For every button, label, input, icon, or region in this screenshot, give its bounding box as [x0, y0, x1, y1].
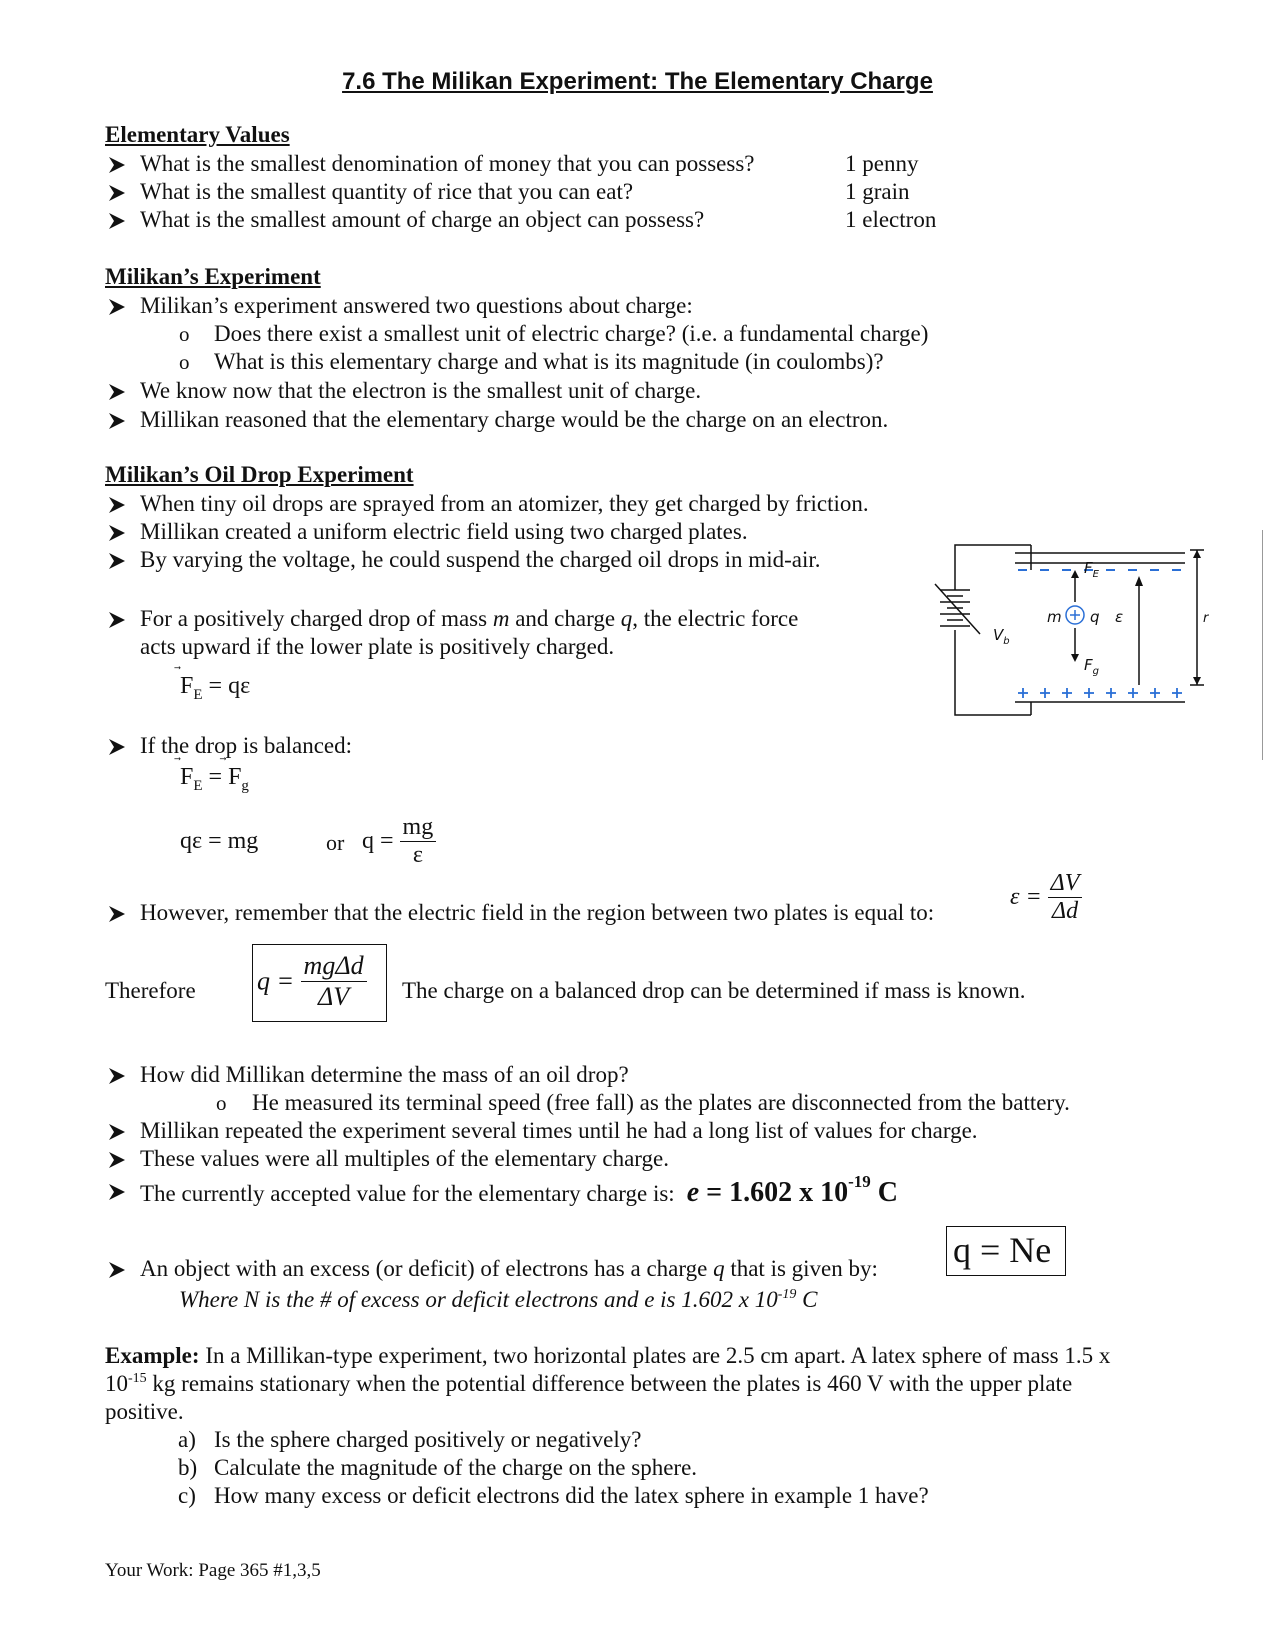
arrow-bullet-icon [109, 612, 125, 628]
label-q: q [1090, 608, 1100, 626]
label-m: m [1047, 608, 1062, 626]
answer-text: 1 electron [845, 207, 937, 232]
example-part-letter: a) [178, 1427, 196, 1452]
arrow-bullet-icon [109, 299, 125, 315]
oil-drop-apparatus-diagram [915, 530, 1215, 760]
list-item: Milikan’s experiment answered two questions about charge: [140, 293, 693, 318]
list-item: Millikan repeated the experiment several times until he had a long list of values for charge. [140, 1118, 978, 1143]
arrow-bullet-icon [109, 185, 125, 201]
margin-rule [1262, 530, 1263, 760]
equation-qe-mg: qε = mg [180, 828, 259, 854]
arrow-bullet-icon [109, 157, 125, 173]
example-part-text: How many excess or deficit electrons did the latex sphere in example 1 have? [214, 1483, 929, 1508]
list-item: By varying the voltage, he could suspend the charged oil drops in mid-air. [140, 547, 821, 572]
accepted-value-line: The currently accepted value for the elementary charge is: e = 1.602 x $10^{-19}$ C [140, 1172, 899, 1208]
equation-q-mg-over-eps: q = $\frac{mg}{\varepsilon}$ [362, 814, 436, 869]
answer-text: 1 grain [845, 179, 910, 204]
sub-list-item: He measured its terminal speed (free fall) as the plates are disconnected from the battery. [252, 1090, 1070, 1115]
arrow-bullet-icon [109, 1068, 125, 1084]
arrow-bullet-icon [109, 525, 125, 541]
question-text: What is the smallest amount of charge an object can possess? [140, 207, 705, 232]
list-item: These values were all multiples of the elementary charge. [140, 1146, 669, 1171]
label-fg: $F_g$ [1084, 656, 1099, 677]
arrow-bullet-icon [109, 553, 125, 569]
section-heading-elementary-values: Elementary Values [105, 122, 290, 147]
sub-list-item: What is this elementary charge and what is its magnitude (in coulombs)? [214, 349, 884, 374]
arrow-bullet-icon [109, 1262, 125, 1278]
list-item-balanced: If the drop is balanced: [140, 733, 353, 758]
arrow-bullet-icon [109, 1152, 125, 1168]
excess-note: Where N is the # of excess or deficit electrons and e is 1.602 x $10^{-19}$ C [179, 1287, 818, 1312]
list-item: We know now that the electron is the smallest unit of charge. [140, 378, 702, 403]
sub-list-item: Does there exist a smallest unit of electric charge? (i.e. a fundamental charge) [214, 321, 929, 346]
example-line-3: positive. [105, 1399, 184, 1424]
arrow-bullet-icon [109, 1184, 125, 1200]
label-eps: ε [1115, 608, 1124, 626]
section-heading-oil-drop: Milikan’s Oil Drop Experiment [105, 462, 414, 487]
arrow-bullet-icon [109, 739, 125, 755]
list-item-force-cont: acts upward if the lower plate is positively charged. [140, 634, 615, 659]
example-part-text: Calculate the magnitude of the charge on the sphere. [214, 1455, 698, 1480]
arrow-bullet-icon [109, 906, 125, 922]
equation-fe-fg: $F_E$ = $F_g$ [180, 764, 249, 794]
circle-bullet-icon: o [179, 350, 190, 374]
field-text: However, remember that the electric field in the region between two plates is equal to: [140, 900, 935, 925]
example-part-text: Is the sphere charged positively or negatively? [214, 1427, 642, 1452]
arrow-bullet-icon [109, 497, 125, 513]
question-text: What is the smallest denomination of money that you can possess? [140, 151, 755, 176]
equation-field: ε = $\frac{\Delta V}{\Delta d}$ [1010, 870, 1082, 925]
excess-text: An object with an excess (or deficit) of electrons has a charge q that is given by: [140, 1256, 878, 1281]
list-item: Millikan reasoned that the elementary charge would be the charge on an electron. [140, 407, 889, 432]
boxed-note: The charge on a balanced drop can be determined if mass is known. [402, 978, 1026, 1003]
section-heading-milikan-experiment: Milikan’s Experiment [105, 264, 321, 289]
label-r: r [1203, 611, 1209, 626]
arrow-bullet-icon [109, 1124, 125, 1140]
example-part-letter: b) [178, 1455, 198, 1480]
example-line-1: Example: In a Millikan-type experiment, two horizontal plates are 2.5 cm apart. A latex sphere of mass 1.5 x [105, 1343, 1111, 1368]
boxed-q-ne: q = Ne [946, 1226, 1066, 1276]
circle-bullet-icon: o [179, 322, 190, 346]
page-title: 7.6 The Milikan Experiment: The Elementary Charge [342, 68, 933, 95]
boxed-equation: q = $\frac{\text{mgΔd}}{\Delta V}$ [252, 944, 387, 1022]
list-item-force: For a positively charged drop of mass m and charge q, the electric force [140, 606, 799, 631]
label-fe: $F_E$ [1084, 559, 1099, 580]
example-part-letter: c) [178, 1483, 196, 1508]
example-line-2: $10^{-15}$ kg remains stationary when the potential difference between the plates is 460 V with the upper plate [105, 1371, 1073, 1396]
equation-or: or [326, 830, 345, 855]
label-vb: $V_b$ [993, 626, 1010, 647]
answer-text: 1 penny [845, 151, 919, 176]
list-item: How did Millikan determine the mass of an oil drop? [140, 1062, 629, 1087]
equation-fe-qe: $F_E = q\varepsilon$ [180, 673, 251, 703]
therefore-label: Therefore [105, 978, 196, 1003]
your-work-footer: Your Work: Page 365 #1,3,5 [105, 1560, 321, 1581]
list-item: Millikan created a uniform electric field using two charged plates. [140, 519, 748, 544]
arrow-bullet-icon [109, 413, 125, 429]
circle-bullet-icon: o [216, 1091, 227, 1115]
arrow-bullet-icon [109, 384, 125, 400]
arrow-bullet-icon [109, 213, 125, 229]
list-item: When tiny oil drops are sprayed from an atomizer, they get charged by friction. [140, 491, 869, 516]
question-text: What is the smallest quantity of rice that you can eat? [140, 179, 634, 204]
